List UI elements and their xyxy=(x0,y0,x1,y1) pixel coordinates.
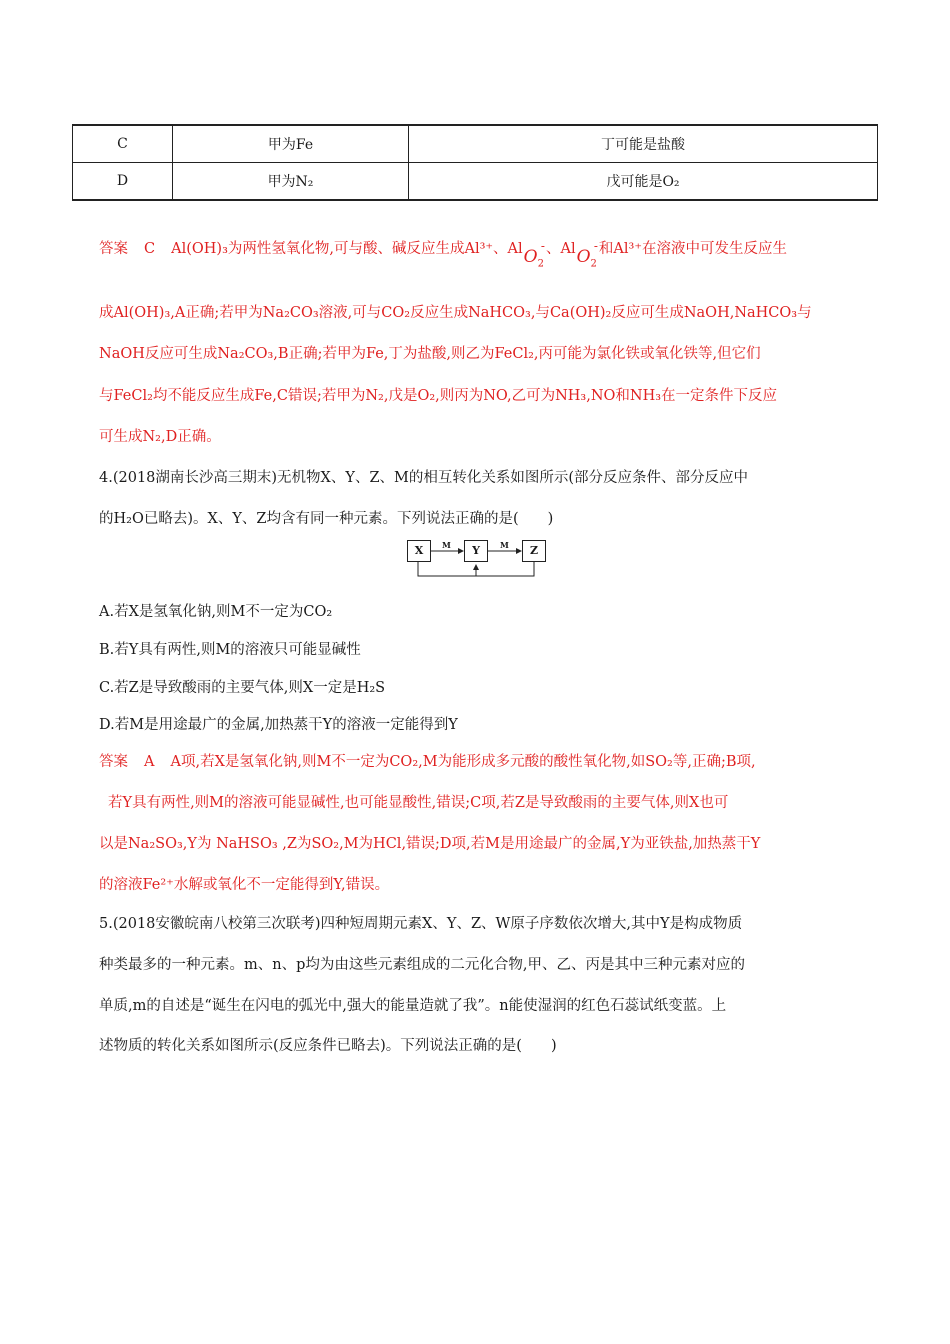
table-cell-conclusion: 戊可能是O₂ xyxy=(409,163,878,201)
answer3-line1: 答案 C Al(OH)₃为两性氢氧化物,可与酸、碱反应生成Al³⁺、AlO$_2$ - 、AlO$_2$ - 和Al³⁺在溶液中可发生反应生 xyxy=(99,239,787,270)
answer4-line3: 以是Na₂SO₃,Y为 NaHSO₃ ,Z为SO₂,M为HCl,错误;D项,若M是用途最广的金属,Y为亚铁盐,加热蒸干Y xyxy=(99,836,761,852)
aluminate-ion: $O_2$ - xyxy=(523,239,545,270)
question4-line2: 的H₂O已略去)。X、Y、Z均含有同一种元素。下列说法正确的是( ) xyxy=(99,511,554,527)
table-cell-option: C xyxy=(73,125,173,163)
answer3-line2: 成Al(OH)₃,A正确;若甲为Na₂CO₃溶液,可与CO₂反应生成NaHCO₃,与Ca(OH)₂反应可生成NaOH,NaHCO₃与 xyxy=(99,305,812,321)
answer3-line4: 与FeCl₂均不能反应生成Fe,C错误;若甲为N₂,戊是O₂,则丙为NO,乙可为NH₃,NO和NH₃在一定条件下反应 xyxy=(99,388,778,404)
table-cell-option: D xyxy=(73,163,173,201)
option-c: C.若Z是导致酸雨的主要气体,则X一定是H₂S xyxy=(99,680,386,696)
answer-choice: A xyxy=(144,754,155,770)
table-row xyxy=(73,163,878,201)
conversion-diagram xyxy=(406,540,546,580)
question5-line3: 单质,m的自述是“诞生在闪电的弧光中,强大的能量造就了我”。n能使湿润的红色石蕊试纸变蓝。上 xyxy=(99,998,727,1014)
option-a: A.若X是氢氧化钠,则M不一定为CO₂ xyxy=(99,604,333,620)
option-b: B.若Y具有两性,则M的溶液只可能显碱性 xyxy=(99,642,361,658)
node-y: Y xyxy=(464,540,488,562)
answer3-line5: 可生成N₂,D正确。 xyxy=(99,429,221,445)
question5-line4: 述物质的转化关系如图所示(反应条件已略去)。下列说法正确的是( ) xyxy=(99,1038,557,1054)
answer-choice: C xyxy=(144,241,156,257)
answer3-line3: NaOH反应可生成Na₂CO₃,B正确;若甲为Fe,丁为盐酸,则乙为FeCl₂,丙可能为氯化铁或氧化铁等,但它们 xyxy=(99,346,761,362)
option-d: D.若M是用途最广的金属,加热蒸干Y的溶液一定能得到Y xyxy=(99,717,458,733)
answer-tag: 答案 xyxy=(99,754,128,770)
arrow-label-m2: M xyxy=(500,540,509,550)
node-x: X xyxy=(407,540,431,562)
answer4-line4: 的溶液Fe²⁺水解或氧化不一定能得到Y,错误。 xyxy=(99,877,390,893)
answer4-line2: 若Y具有两性,则M的溶液可能显碱性,也可能显酸性,错误;C项,若Z是导致酸雨的主要气体,则X也可 xyxy=(108,795,729,811)
answer4-line1: 答案 A A项,若X是氢氧化钠,则M不一定为CO₂,M为能形成多元酸的酸性氧化物,如SO₂等,正确;B项, xyxy=(99,754,756,770)
arrow-label-m1: M xyxy=(442,540,451,550)
table-cell-conclusion: 丁可能是盐酸 xyxy=(409,125,878,163)
question5-line1: 5.(2018安徽皖南八校第三次联考)四种短周期元素X、Y、Z、W原子序数依次增大,其中Y是构成物质 xyxy=(99,916,743,932)
table-cell-condition: 甲为Fe xyxy=(173,125,409,163)
question4-line1: 4.(2018湖南长沙高三期末)无机物X、Y、Z、M的相互转化关系如图所示(部分反应条件、部分反应中 xyxy=(99,470,749,486)
aluminate-ion: $O_2$ - xyxy=(576,239,598,270)
options-table xyxy=(72,124,878,201)
table-row xyxy=(73,125,878,163)
table-cell-condition: 甲为N₂ xyxy=(173,163,409,201)
answer-tag: 答案 xyxy=(99,241,128,257)
question5-line2: 种类最多的一种元素。m、n、p均为由这些元素组成的二元化合物,甲、乙、丙是其中三种元素对应的 xyxy=(99,957,745,973)
node-z: Z xyxy=(522,540,546,562)
